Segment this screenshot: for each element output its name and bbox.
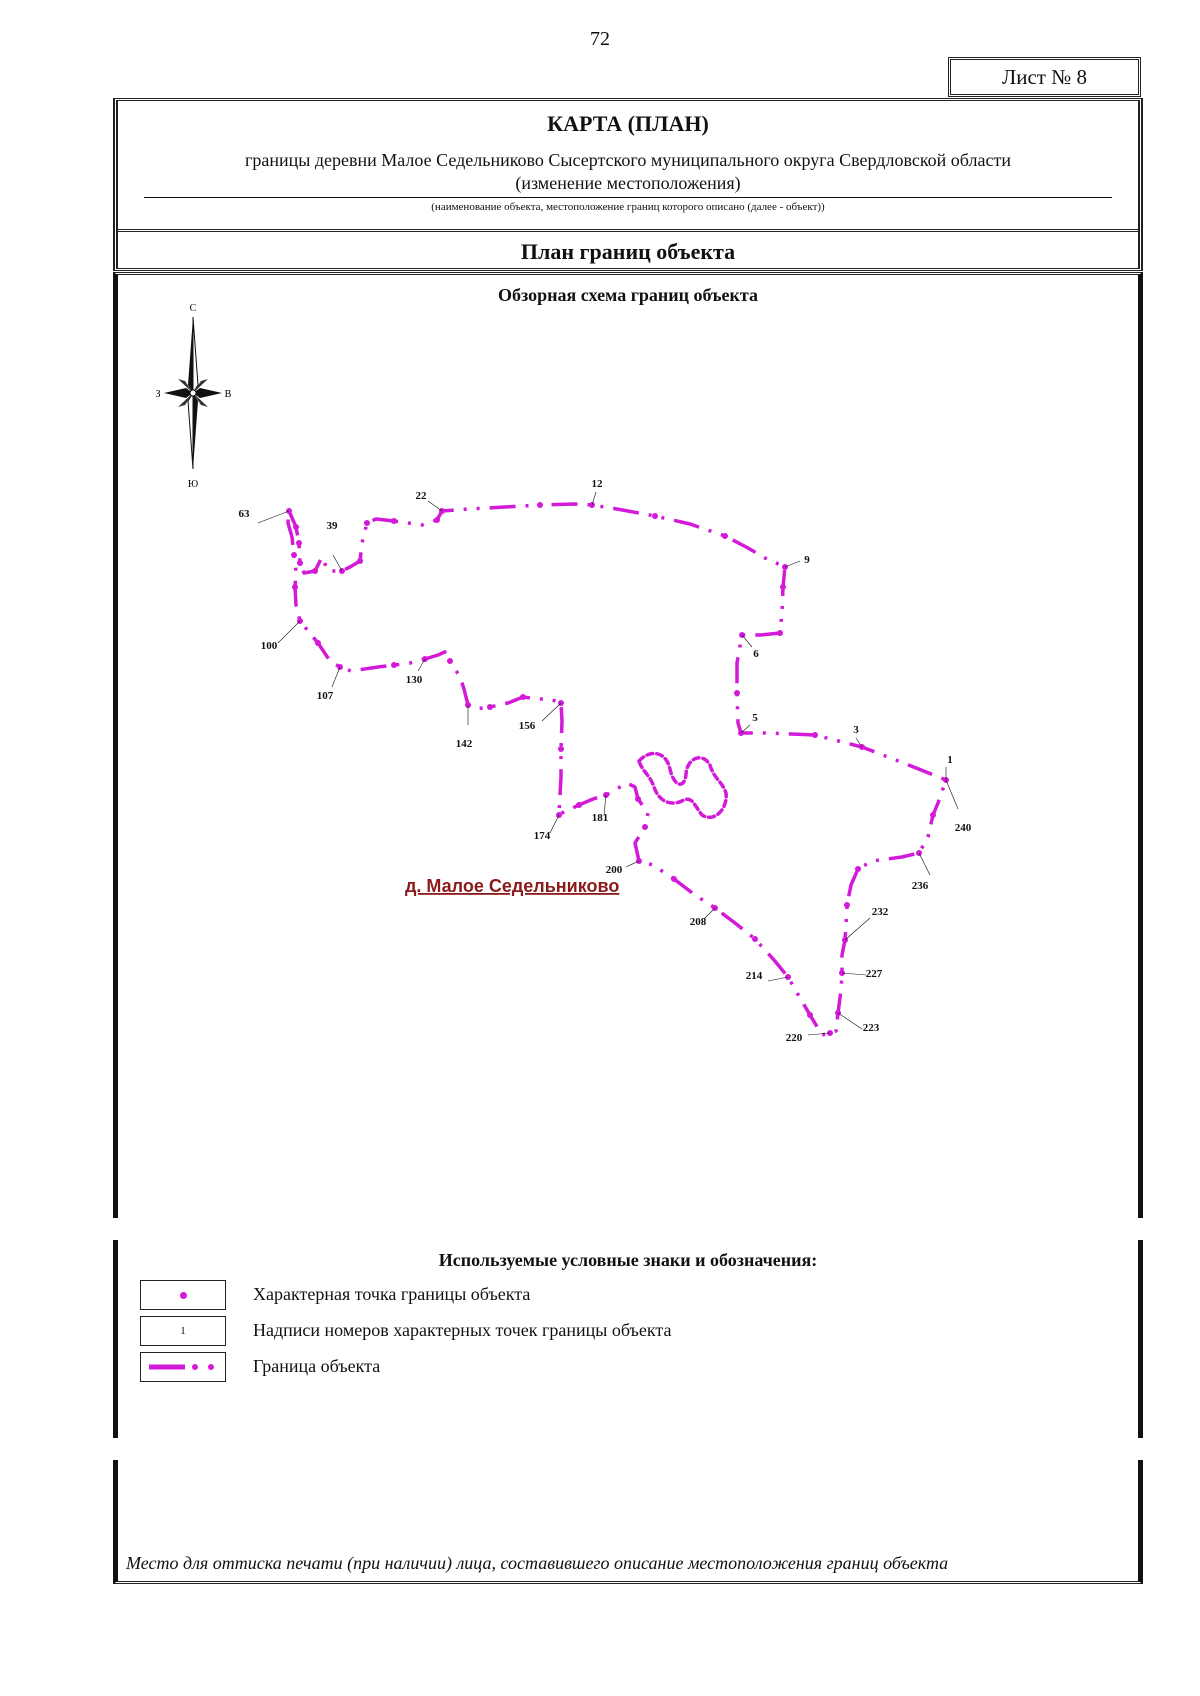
point-label-208: 208	[689, 916, 707, 928]
point-label-9: 9	[804, 554, 810, 566]
legend-line-label: Граница объекта	[253, 1356, 381, 1376]
header-frame	[113, 98, 1143, 271]
object-name-line2: (изменение местоположения)	[515, 173, 741, 193]
point-label-130: 130	[405, 674, 423, 686]
compass-south: Ю	[187, 479, 199, 490]
point-label-142: 142	[455, 738, 473, 750]
point-label-63: 63	[238, 508, 250, 520]
object-name-note: (наименование объекта, местоположение границ которого описано (далее - объект))	[431, 201, 825, 213]
point-label-232: 232	[871, 906, 889, 918]
point-label-200: 200	[605, 864, 623, 876]
point-label-181: 181	[591, 812, 609, 824]
legend-number-sample: 1	[180, 1325, 186, 1337]
object-boundary	[288, 504, 946, 1035]
compass-north: С	[189, 303, 197, 314]
header-divider	[118, 229, 1138, 232]
point-number-labels	[258, 492, 958, 1035]
point-label-3: 3	[853, 724, 859, 736]
legend-title: Используемые условные знаки и обозначения:	[438, 1250, 818, 1270]
page-number: 72	[590, 28, 610, 50]
compass-rose-icon	[164, 317, 222, 469]
village-label: д. Малое Седельниково	[405, 876, 620, 896]
map-frame	[113, 272, 1143, 1218]
point-label-12: 12	[591, 478, 603, 490]
map-document-title: КАРТА (ПЛАН)	[547, 111, 709, 136]
stamp-note: Место для оттиска печати (при наличии) лица, составившего описание местоположения границ объекта	[126, 1553, 949, 1573]
point-label-22: 22	[415, 490, 427, 502]
sheet-number-label: Лист № 8	[1001, 64, 1087, 89]
point-label-220: 220	[785, 1032, 803, 1044]
boundary-points	[286, 502, 949, 1036]
compass-east: В	[224, 389, 232, 400]
plan-heading: План границ объекта	[520, 239, 736, 264]
object-name-line1: границы деревни Малое Седельниково Сысертского муниципального округа Свердловской области	[245, 150, 1011, 170]
sheet-number-box	[948, 57, 1141, 97]
compass-west: З	[155, 389, 161, 400]
legend-line-symbol	[140, 1352, 226, 1382]
object-name-underline	[144, 197, 1112, 198]
point-label-107: 107	[316, 690, 334, 702]
point-label-174: 174	[533, 830, 551, 842]
point-label-236: 236	[911, 880, 929, 892]
object-name	[118, 149, 1138, 195]
legend-point-label: Характерная точка границы объекта	[253, 1284, 531, 1304]
point-label-1: 1	[947, 754, 953, 766]
boundary-inner-meander	[639, 753, 726, 817]
point-label-223: 223	[862, 1022, 880, 1034]
legend-frame	[113, 1240, 1143, 1438]
legend-number-symbol	[140, 1316, 226, 1346]
point-label-5: 5	[752, 712, 758, 724]
boundary-map	[118, 275, 1138, 1221]
stamp-area	[113, 1460, 1143, 1584]
point-label-227: 227	[865, 968, 883, 980]
point-label-39: 39	[326, 520, 338, 532]
legend-number-label: Надписи номеров характерных точек границы объекта	[253, 1320, 672, 1340]
boundary-line-icon	[143, 1359, 223, 1375]
point-label-100: 100	[260, 640, 278, 652]
legend-point-symbol	[140, 1280, 226, 1310]
point-label-214: 214	[745, 970, 763, 982]
point-label-240: 240	[954, 822, 972, 834]
map-title: Обзорная схема границ объекта	[498, 285, 758, 305]
boundary-point-icon	[180, 1292, 187, 1299]
point-label-156: 156	[518, 720, 536, 732]
point-label-6: 6	[753, 648, 759, 660]
